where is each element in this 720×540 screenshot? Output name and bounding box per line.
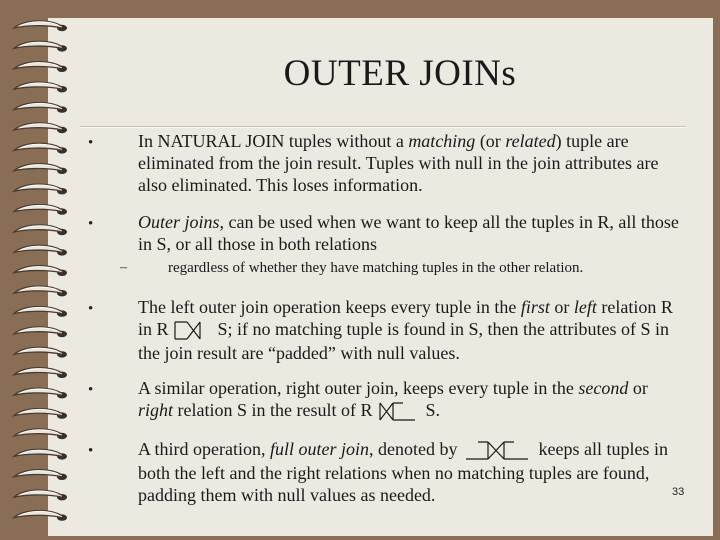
sub-bullet-marker: –	[120, 260, 127, 275]
left-outer-join-symbol	[173, 320, 213, 342]
bullet-text-left-outer-join	[138, 296, 683, 364]
slide-title: OUTER JOINs	[283, 53, 517, 94]
text-run: S.	[420, 400, 440, 420]
bullet-marker: •	[88, 443, 94, 459]
text-run: or	[628, 378, 648, 398]
page-number: 33	[672, 486, 685, 498]
binding-ring	[14, 388, 67, 398]
binding-ring	[14, 327, 67, 337]
spiral-binding	[0, 0, 80, 540]
text-run: relation R in R	[138, 297, 673, 339]
bullet-marker: •	[88, 382, 94, 398]
binding-ring	[14, 511, 67, 521]
full-outer-join-symbol	[462, 440, 534, 462]
right-outer-join-symbol	[377, 401, 421, 423]
binding-ring	[14, 347, 67, 357]
emphasis-text: first	[520, 297, 550, 317]
text-run: (or	[475, 131, 506, 151]
bullet-marker: •	[88, 135, 94, 151]
emphasis-text: left	[573, 297, 597, 317]
binding-ring	[14, 62, 67, 72]
binding-ring	[14, 490, 67, 500]
title-divider	[80, 126, 686, 128]
binding-ring	[14, 123, 67, 133]
binding-ring	[14, 225, 67, 235]
emphasis-text: matching	[408, 131, 476, 151]
binding-ring	[14, 409, 67, 419]
bullet-marker: •	[88, 301, 94, 317]
text-run: S; if no matching tuple is found in S, then the attributes of S in the join result are “padded” with null values.	[138, 319, 669, 363]
bullet-text-full-outer-join	[138, 438, 683, 506]
binding-ring	[14, 103, 67, 113]
bullet-text-outer-joins	[138, 211, 683, 255]
emphasis-text: right	[138, 400, 174, 420]
binding-ring	[14, 82, 67, 92]
text-run: , denoted by	[368, 439, 462, 459]
binding-ring	[14, 266, 67, 276]
bullet-text-right-outer-join	[138, 377, 683, 423]
bullet-marker: •	[88, 216, 94, 232]
text-run: , can be used when we want to keep all the tuples in R, all those in S, or all those in both relations	[138, 212, 679, 254]
text-run: keeps all tuples in both the left and the right relations when no matching tuples are found, padding them with null values as needed.	[138, 439, 668, 505]
binding-ring	[14, 184, 67, 194]
binding-ring	[14, 429, 67, 439]
sub-bullet-text: regardless of whether they have matching tuples in the other relation.	[168, 260, 584, 276]
text-run: relation S in the result of R	[173, 400, 373, 420]
binding-ring	[14, 449, 67, 459]
binding-ring	[14, 470, 67, 480]
emphasis-text: second	[578, 378, 629, 398]
bullet-text-natural-join	[138, 130, 683, 196]
emphasis-text: related	[505, 131, 556, 151]
binding-ring	[14, 21, 67, 31]
binding-ring	[14, 286, 67, 296]
binding-ring	[14, 164, 67, 174]
binding-ring	[14, 245, 67, 255]
text-run: A third operation,	[138, 439, 270, 459]
binding-ring	[14, 368, 67, 378]
binding-ring	[14, 205, 67, 215]
text-run: or	[549, 297, 574, 317]
binding-ring	[14, 41, 67, 51]
emphasis-text: full outer join	[269, 439, 369, 459]
text-run: A similar operation, right outer join, keeps every tuple in the	[138, 378, 579, 398]
text-run: In NATURAL JOIN tuples without a	[138, 131, 409, 151]
emphasis-text: Outer joins	[138, 212, 220, 232]
binding-ring	[14, 307, 67, 317]
binding-ring	[14, 143, 67, 153]
text-run: The left outer join operation keeps every tuple in the	[138, 297, 521, 317]
text-run: ) tuple are eliminated from the join result. Tuples with null in the join attributes are also eliminated. This loses information.	[138, 131, 659, 195]
